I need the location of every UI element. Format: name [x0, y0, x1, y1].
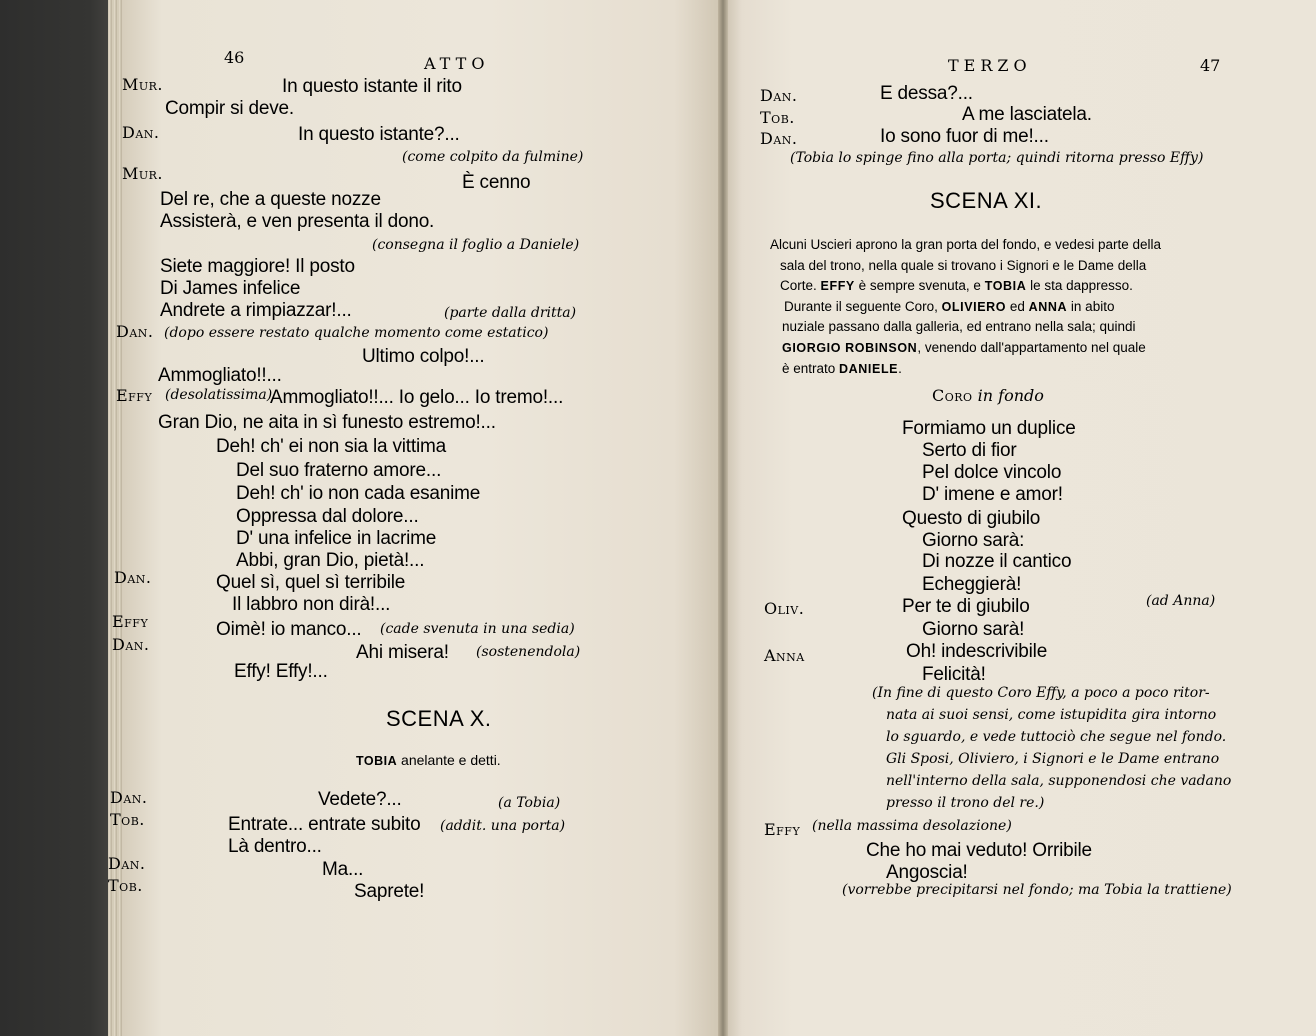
stage-direction: (a Tobia)	[498, 795, 561, 811]
speaker-name: Effy	[112, 612, 149, 631]
verse-line: Pel dolce vincolo	[922, 462, 1062, 483]
speaker-name: Dan.	[108, 854, 146, 873]
paragraph-text: , venendo dall'appartamento nel quale	[917, 340, 1146, 355]
speaker-name: Dan.	[760, 129, 798, 148]
verse-line: Abbi, gran Dio, pietà!...	[236, 550, 425, 571]
speaker-name: Effy	[116, 386, 153, 405]
character-name: DANIELE	[839, 361, 899, 376]
stage-direction: (desolatissima)	[165, 387, 273, 403]
speaker-name: Dan.	[760, 86, 798, 105]
speaker-name: Tob.	[108, 876, 143, 895]
verse-line: E dessa?...	[880, 83, 973, 104]
stage-direction: Gli Sposi, Oliviero, i Signori e le Dame entrano	[886, 751, 1220, 767]
speaker-name: Anna	[764, 646, 805, 665]
stage-direction: lo sguardo, e vede tuttociò che segue nel fondo.	[886, 729, 1227, 745]
speaker-name: Dan.	[112, 635, 150, 654]
stage-direction: (sostenendola)	[476, 644, 581, 660]
stage-direction: presso il trono del re.)	[886, 795, 1045, 811]
verse-line: Del re, che a queste nozze	[160, 189, 381, 210]
verse-line: Per te di giubilo	[902, 596, 1030, 617]
paragraph-text: nuziale passano dalla galleria, ed entrano nella sala; quindi	[782, 319, 1136, 335]
stage-direction: (dopo essere restato qualche momento come estatico)	[164, 325, 549, 341]
running-header-right: TERZO	[948, 56, 1032, 75]
speaker-name: Effy	[764, 820, 801, 839]
speaker-name: Dan.	[122, 123, 160, 142]
verse-line: Effy! Effy!...	[234, 661, 328, 682]
verse-line: Assisterà, e ven presenta il dono.	[160, 211, 435, 232]
paragraph-line	[770, 238, 1161, 252]
verse-line: Ammogliato!!...	[158, 365, 282, 386]
stage-direction: nata ai suoi sensi, come istupidita gira intorno	[886, 707, 1217, 723]
character-name: GIORGIO ROBINSON	[782, 341, 918, 355]
verse-line: Felicità!	[922, 664, 986, 685]
book-gutter	[718, 0, 728, 1036]
stage-direction: (vorrebbe precipitarsi nel fondo; ma Tobia la trattiene)	[842, 882, 1232, 898]
paragraph-text: .	[898, 360, 902, 376]
scene-heading-xi: SCENA XI.	[930, 188, 1043, 213]
verse-line: Echeggierà!	[922, 574, 1022, 595]
verse-line: A me lasciatela.	[962, 104, 1092, 125]
speaker-name: Mur.	[122, 164, 164, 183]
paragraph-line	[784, 300, 1114, 314]
verse-line: Entrate... entrate subito	[228, 814, 421, 835]
stage-direction: (cade svenuta in una sedia)	[380, 621, 575, 637]
paragraph-text: è sempre svenuta, e	[854, 278, 985, 294]
verse-line: In questo istante il rito	[282, 76, 462, 97]
stage-direction: (ad Anna)	[1146, 593, 1216, 609]
verse-line: Quel sì, quel sì terribile	[216, 572, 406, 593]
verse-line: Del suo fraterno amore...	[236, 460, 442, 481]
scene-subtitle: TOBIA anelante e detti.	[356, 752, 501, 768]
verse-line: Saprete!	[354, 881, 425, 902]
verse-line: Vedete?...	[318, 789, 402, 810]
stage-direction: (consegna il foglio a Daniele)	[372, 237, 580, 253]
stage-direction: (Tobia lo spinge fino alla porta; quindi ritorna presso Effy)	[790, 150, 1204, 166]
stage-direction: nell'interno della sala, supponendosi che vadano	[886, 773, 1232, 789]
speaker-name: Dan.	[116, 322, 154, 341]
verse-line: Oimè! io manco...	[216, 619, 362, 640]
verse-line: Ahi misera!	[356, 642, 449, 663]
paragraph-text: sala del trono, nella quale si trovano i Signori e le Dame della	[780, 257, 1147, 273]
speaker-name: Tob.	[760, 108, 795, 127]
speaker-name: Oliv.	[764, 599, 805, 618]
verse-line: Oppressa dal dolore...	[236, 506, 419, 527]
speaker-name: Dan.	[114, 568, 152, 587]
verse-line: Angoscia!	[886, 862, 968, 883]
stage-direction: (parte dalla dritta)	[444, 305, 577, 321]
scene-heading-x: SCENA X.	[386, 706, 492, 731]
page-number-left: 46	[224, 48, 245, 67]
character-name: TOBIA	[984, 279, 1027, 294]
paragraph-line	[780, 259, 1146, 273]
verse-line: Di nozze il cantico	[922, 551, 1072, 572]
verse-line: Siete maggiore! Il posto	[160, 256, 355, 277]
verse-line: Ultimo colpo!...	[362, 346, 485, 367]
paragraph-line	[782, 320, 1136, 334]
verse-line: Che ho mai veduto! Orribile	[866, 840, 1092, 861]
verse-line: Giorno sarà:	[922, 530, 1025, 551]
verse-line: Compir si deve.	[165, 98, 294, 119]
character-name: OLIVIERO	[941, 299, 1007, 314]
verse-line: Oh! indescrivibile	[906, 641, 1048, 662]
verse-line: Giorno sarà!	[922, 619, 1025, 640]
verse-line: Gran Dio, ne aita in sì funesto estremo!...	[158, 412, 496, 433]
verse-line: Il labbro non dirà!...	[232, 594, 391, 615]
paragraph-text: Corte.	[780, 278, 821, 294]
verse-line: Formiamo un duplice	[902, 418, 1076, 439]
paragraph-line	[782, 341, 1146, 355]
verse-line: D' una infelice in lacrime	[236, 528, 437, 549]
verse-line: In questo istante?...	[298, 124, 460, 145]
chorus-heading: Coro in fondo	[932, 386, 1044, 405]
stage-direction: (come colpito da fulmine)	[402, 149, 584, 165]
verse-line: Deh! ch' ei non sia la vittima	[216, 436, 446, 457]
speaker-name: Dan.	[110, 788, 148, 807]
verse-line: Andrete a rimpiazzar!...	[160, 300, 352, 321]
verse-line: Questo di giubilo	[902, 508, 1041, 529]
verse-line: Ammogliato!!... Io gelo... Io tremo!...	[270, 387, 564, 408]
running-header-left: ATTO	[424, 54, 490, 73]
character-name: ANNA	[1028, 299, 1068, 314]
verse-line: D' imene e amor!	[922, 484, 1063, 505]
verse-line: È cenno	[462, 172, 531, 193]
paragraph-text: Alcuni Uscieri aprono la gran porta del fondo, e vedesi parte della	[770, 237, 1161, 252]
speaker-name: Mur.	[122, 75, 164, 94]
verse-line: Là dentro...	[228, 836, 322, 857]
paragraph-text: ed	[1006, 298, 1029, 314]
speaker-name: Tob.	[110, 810, 145, 829]
verse-line: Deh! ch' io non cada esanime	[236, 483, 481, 504]
paragraph-line	[782, 362, 902, 376]
character-name: EFFY	[820, 279, 855, 294]
stage-direction: (addit. una porta)	[440, 818, 566, 834]
page-number-right: 47	[1200, 56, 1221, 75]
verse-line: Ma...	[322, 859, 364, 880]
paragraph-text: Durante il seguente Coro,	[784, 298, 942, 314]
verse-line: Serto di fior	[922, 440, 1017, 461]
verse-line: Io sono fuor di me!...	[880, 126, 1049, 147]
paragraph-text: è entrato	[782, 360, 840, 376]
paragraph-text: in abito	[1067, 298, 1115, 314]
verse-line: Di James infelice	[160, 278, 301, 299]
paragraph-text: le sta dappresso.	[1026, 278, 1133, 294]
paragraph-line	[780, 279, 1133, 293]
stage-direction: (nella massima desolazione)	[812, 818, 1012, 834]
stage-direction: (In fine di questo Coro Effy, a poco a poco ritor-	[872, 685, 1210, 701]
